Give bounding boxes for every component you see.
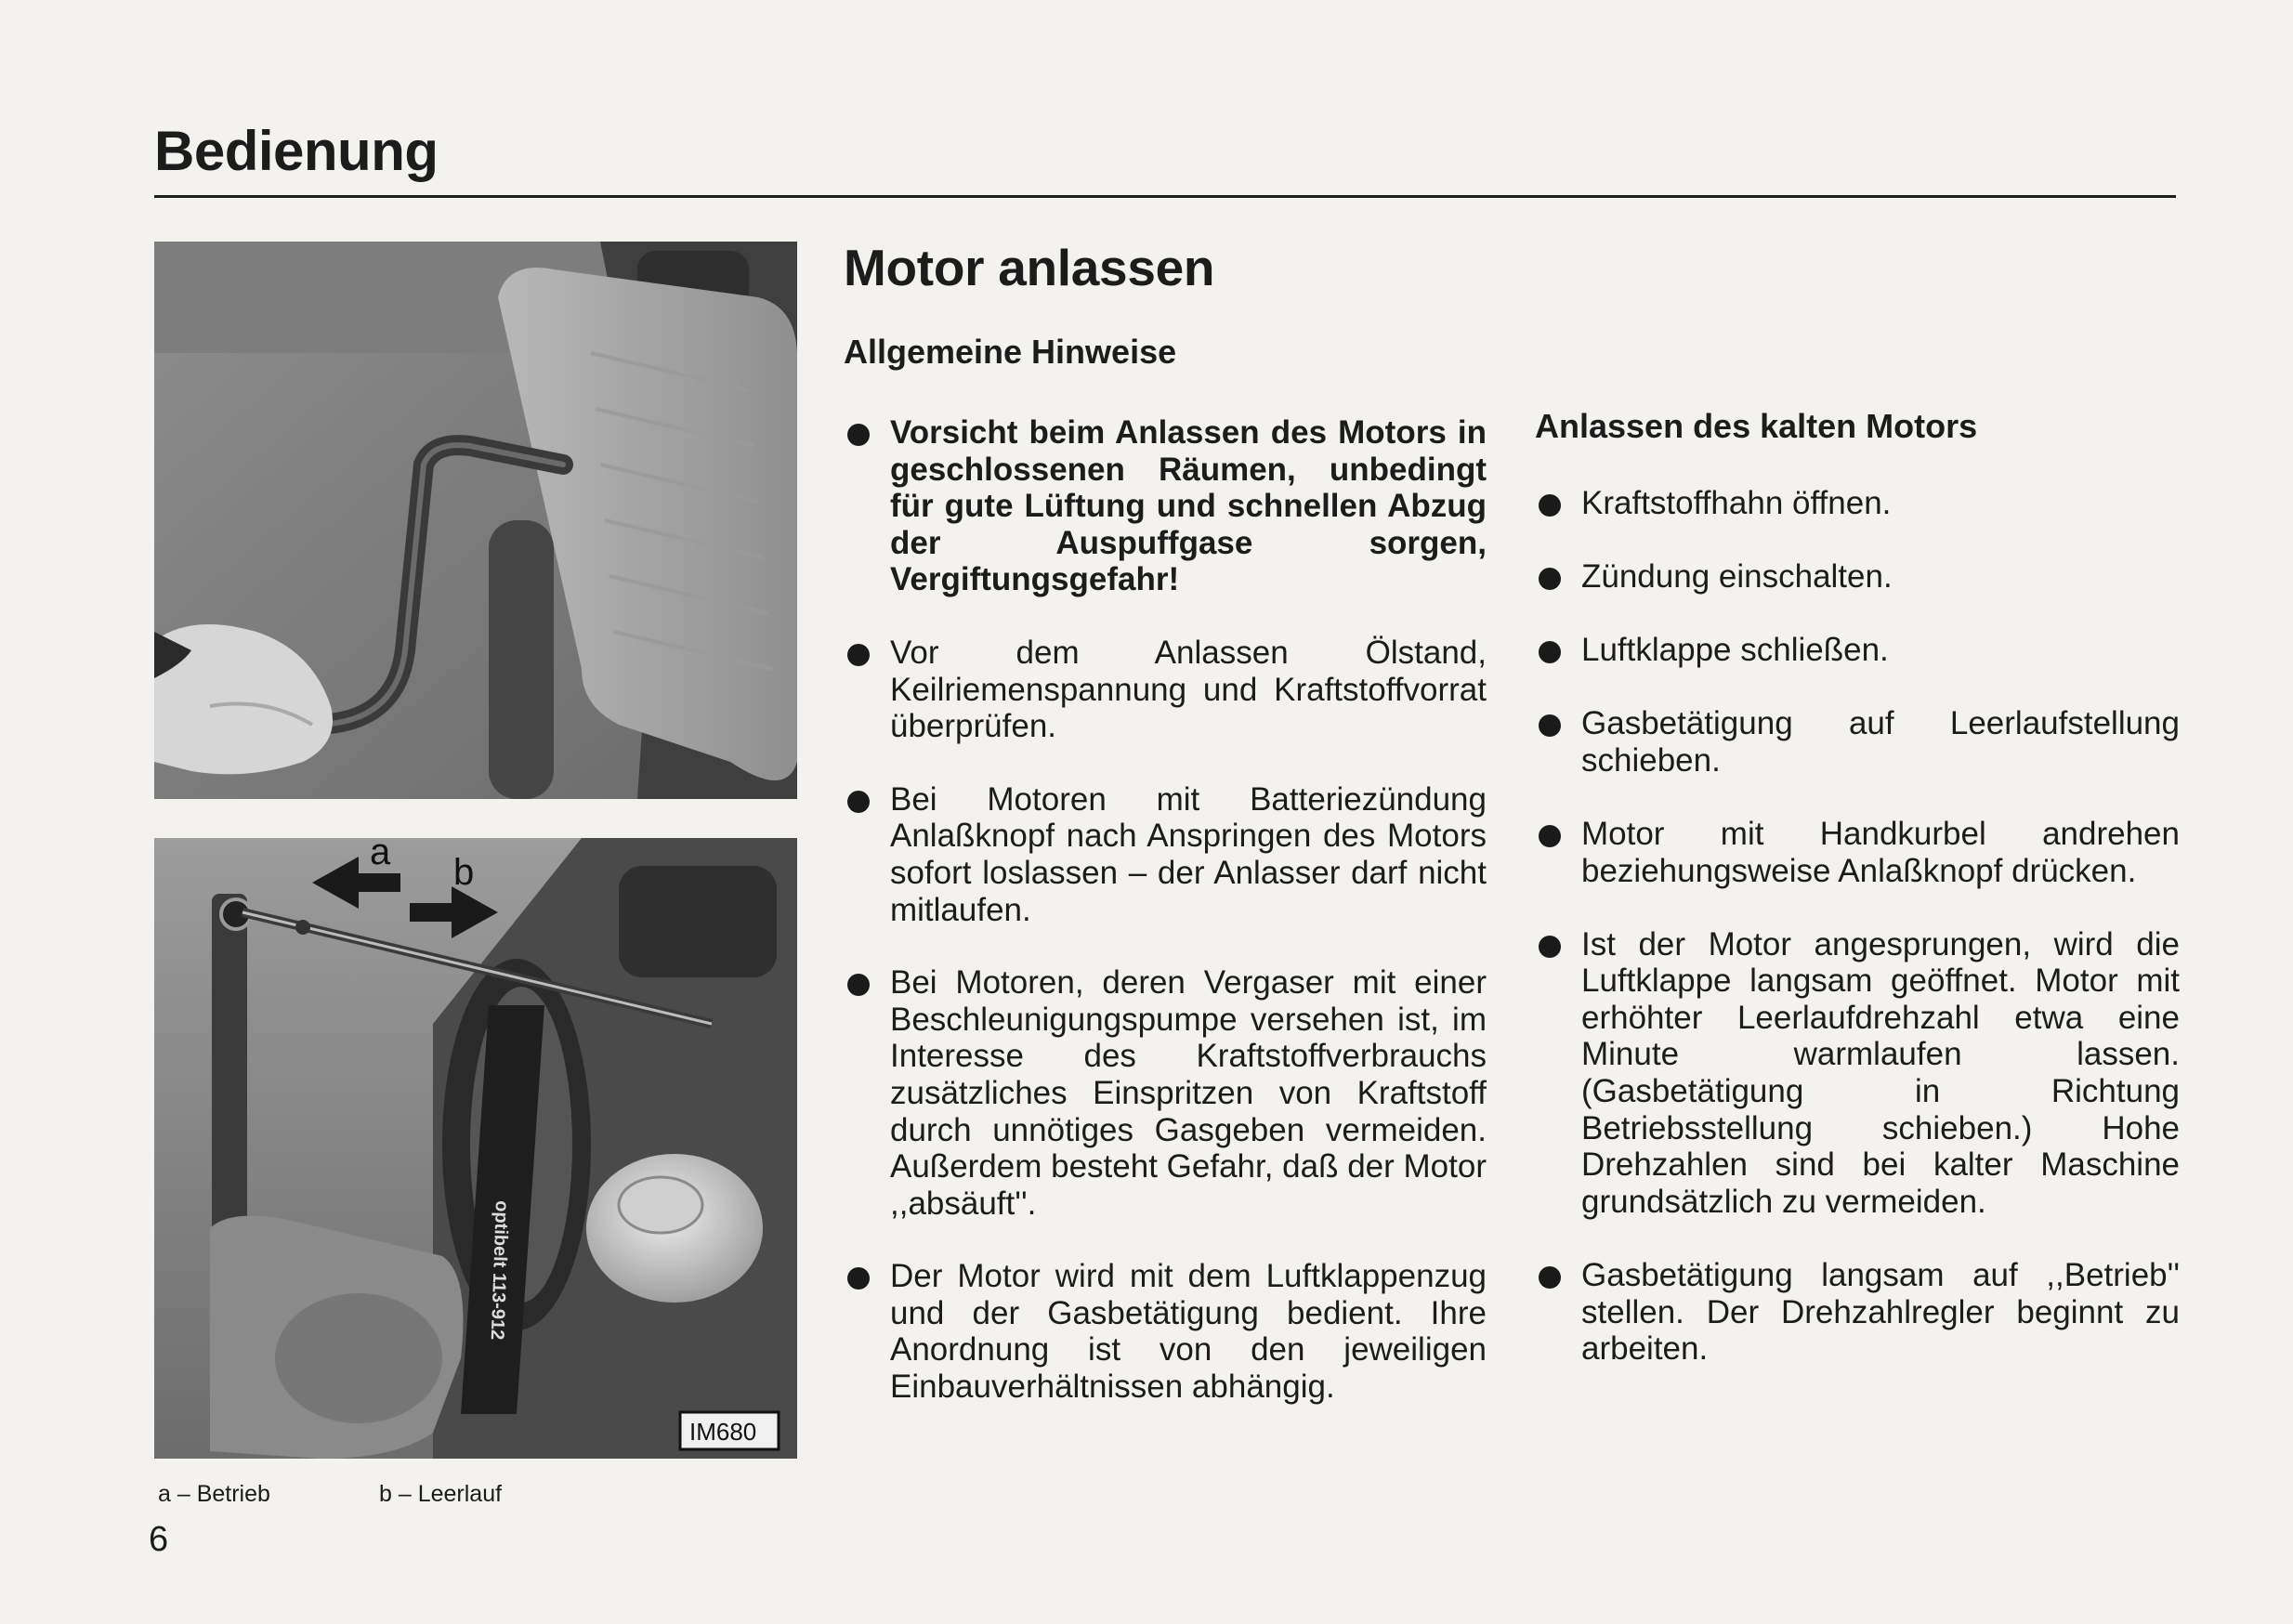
bullet-icon	[847, 974, 870, 996]
bullet-icon	[1539, 936, 1561, 958]
hand-crank-illustration	[154, 242, 797, 799]
header-rule	[154, 195, 2176, 198]
list-item: Kraftstoffhahn öffnen.	[1535, 485, 2180, 522]
list-item: Vorsicht beim Anlassen des Motors in geschlossenen Räumen, unbedingt für gute Lüftung und schnellen Abzug der Auspuffgase sorgen, Vergiftungsgefahr!	[844, 414, 1487, 598]
section-title: Bedienung	[154, 120, 439, 182]
belt-label: optibelt 113-912	[486, 1199, 512, 1341]
list-item: Gasbetätigung langsam auf ,,Betrieb'' stellen. Der Drehzahlregler beginnt zu arbeiten.	[1535, 1257, 2180, 1368]
main-title: Motor anlassen	[844, 239, 1215, 296]
list-item: Luftklappe schließen.	[1535, 632, 2180, 669]
plate-label: IM680	[689, 1418, 757, 1446]
photo-hand-crank	[154, 242, 797, 799]
arrow-label-a: a	[370, 838, 391, 872]
list-item: Gasbetätigung auf Leerlaufstellung schieben.	[1535, 705, 2180, 779]
throttle-lever-illustration	[154, 838, 797, 1459]
general-notes-list	[844, 414, 1487, 1442]
bullet-icon	[1539, 494, 1561, 517]
caption-a: a – Betrieb	[158, 1481, 270, 1507]
list-item: Der Motor wird mit dem Luftklappenzug und der Gasbetätigung bedient. Ihre Anordnung ist von den jeweiligen Einbauverhältnissen abhängig.	[844, 1258, 1487, 1405]
list-item: Zündung einschalten.	[1535, 558, 2180, 596]
bullet-icon	[1539, 825, 1561, 847]
list-item: Motor mit Handkurbel andrehen beziehungsweise Anlaßknopf drücken.	[1535, 816, 2180, 889]
bullet-icon	[847, 791, 870, 813]
list-item: Vor dem Anlassen Ölstand, Keilriemenspannung und Kraftstoffvorrat überprüfen.	[844, 635, 1487, 745]
bullet-icon	[847, 1267, 870, 1290]
list-item: Ist der Motor angesprungen, wird die Luftklappe langsam geöffnet. Motor mit erhöhter Leerlaufdrehzahl etwa eine Minute warmlaufen lassen. (Gasbetätigung in Richtung Betriebsstellung schieben.) Hohe Drehzahlen sind bei kalter Maschine grundsätzlich zu vermeiden.	[1535, 926, 2180, 1221]
bullet-icon	[1539, 641, 1561, 663]
bullet-icon	[847, 424, 870, 446]
photo-throttle-lever	[154, 838, 797, 1459]
bullet-icon	[1539, 1266, 1561, 1289]
arrow-label-b: b	[453, 852, 475, 893]
bullet-icon	[847, 644, 870, 666]
list-item: Bei Motoren, deren Vergaser mit einer Beschleunigungspumpe versehen ist, im Interesse des Kraftstoffverbrauchs zusätzliches Einspritzen von Kraftstoff durch unnötiges Gasgeben vermeiden. Außerdem besteht Gefahr, daß der Motor ,,absäuft''.	[844, 964, 1487, 1222]
list-item: Bei Motoren mit Batteriezündung Anlaßknopf nach Anspringen des Motors sofort loslassen – der Anlasser darf nicht mitlaufen.	[844, 781, 1487, 928]
bullet-icon	[1539, 714, 1561, 737]
subtitle-general-notes: Allgemeine Hinweise	[844, 333, 1177, 371]
caption-b: b – Leerlauf	[379, 1481, 503, 1507]
cold-start-list	[1535, 485, 2180, 1404]
subtitle-cold-start: Anlassen des kalten Motors	[1535, 407, 1978, 445]
bullet-icon	[1539, 568, 1561, 590]
page-number: 6	[149, 1520, 169, 1559]
